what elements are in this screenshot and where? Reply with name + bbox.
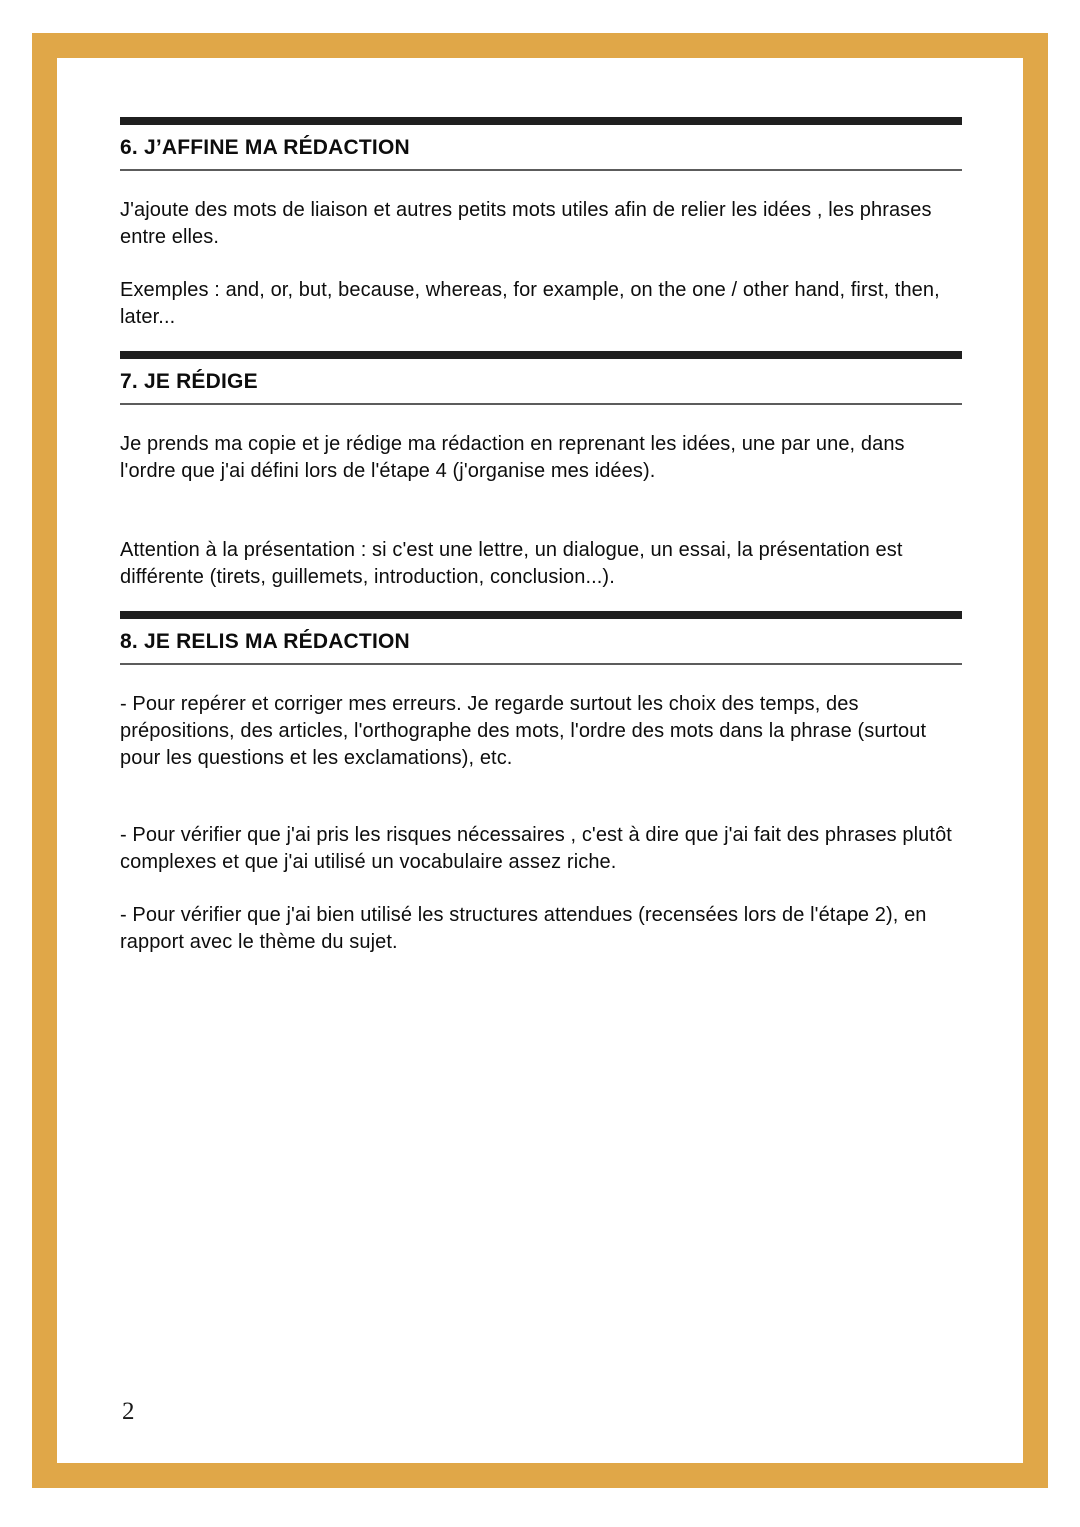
section-top-rule [120,117,962,125]
section-bottom-rule [120,403,962,405]
paragraph: - Pour vérifier que j'ai pris les risques nécessaires , c'est à dire que j'ai fait des phrases plutôt complexes et que j'ai utilisé un vocabulaire assez riche. [120,824,952,873]
page-content [120,0,962,956]
section-6-affine-redaction [120,117,962,331]
paragraph: Exemples : and, or, but, because, whereas, for example, on the one / other hand, first, then, later... [120,279,940,328]
section-top-rule [120,611,962,619]
section-8-je-relis [120,611,962,956]
section-top-rule [120,351,962,359]
paragraph: - Pour repérer et corriger mes erreurs. Je regarde surtout les choix des temps, des prépositions, des articles, l'orthographe des mots, l'ordre des mots dans la phrase (surtout pour les questions et les exclamations), etc. [120,693,927,769]
page-number: 2 [122,1398,135,1425]
paragraph: Attention à la présentation : si c'est une lettre, un dialogue, un essai, la présentation est différente (tirets, guillemets, introduction, conclusion...). [120,539,903,588]
section-7-je-redige [120,351,962,591]
paragraph: Je prends ma copie et je rédige ma rédaction en reprenant les idées, une par une, dans l'ordre que j'ai défini lors de l'étape 4 (j'organise mes idées). [120,433,905,482]
section-heading: 7. JE RÉDIGE [120,370,258,393]
section-bottom-rule [120,663,962,665]
paragraph: J'ajoute des mots de liaison et autres petits mots utiles afin de relier les idées , les phrases entre elles. [120,199,932,248]
section-bottom-rule [120,169,962,171]
section-heading: 8. JE RELIS MA RÉDACTION [120,630,410,653]
section-heading: 6. J’AFFINE MA RÉDACTION [120,136,410,159]
paragraph: - Pour vérifier que j'ai bien utilisé les structures attendues (recensées lors de l'étape 2), en rapport avec le thème du sujet. [120,904,927,953]
